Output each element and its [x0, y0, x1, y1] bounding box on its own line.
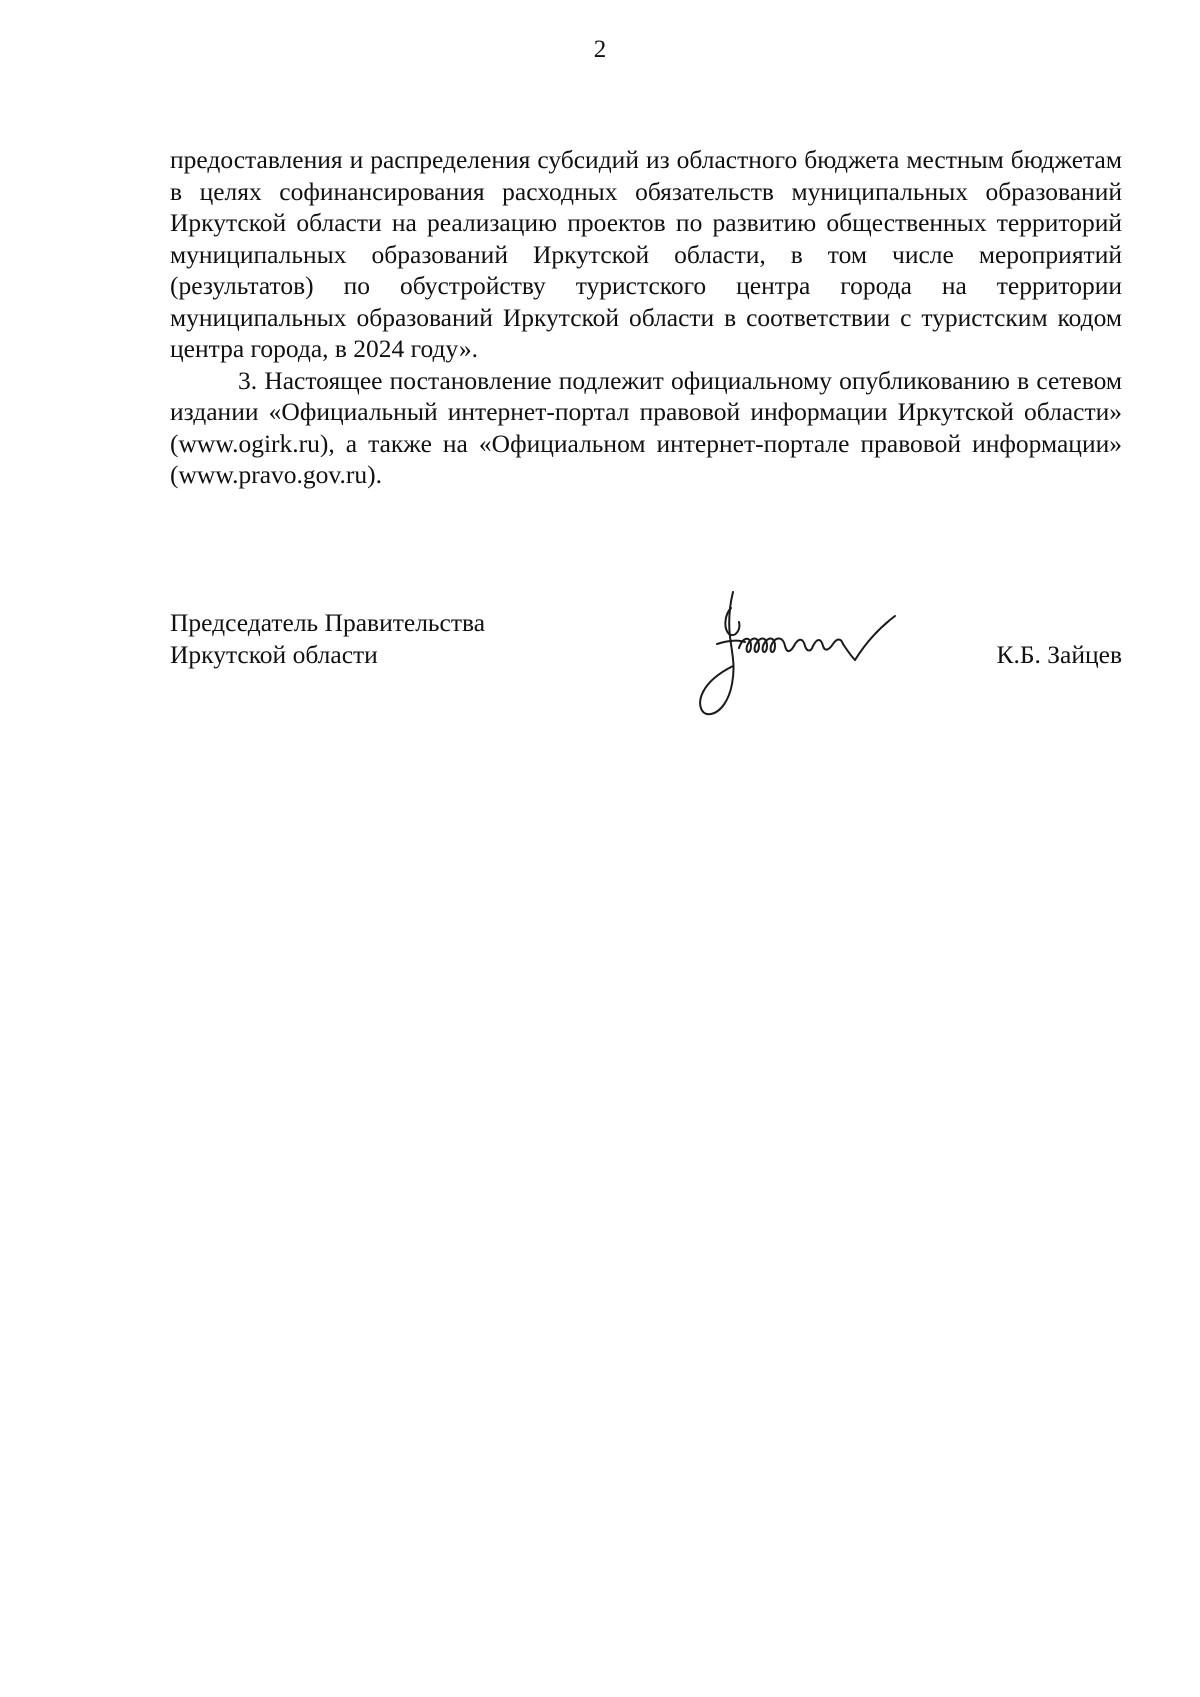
position-line-1: Председатель Правительства [170, 608, 486, 637]
signer-name: К.Б. Зайцев [996, 640, 1122, 669]
paragraph-continuation: предоставления и распределения субсидий из областного бюджета местным бюджетам в целях софинансирования расходных обязательств муниципальных образований Иркутской области на реализацию проектов по развитию общественных территорий муниципальных образований Иркутской области, в том числе мероприятий (результатов) по обустройству туристского центра города на территории муниципальных образований Иркутской области в соответствии с туристским кодом центра города, в 2024 году». [170, 145, 1122, 363]
handwritten-signature [695, 588, 935, 728]
document-body [170, 144, 1122, 491]
position-line-2: Иркутской области [170, 640, 378, 669]
signatory-position [170, 607, 485, 671]
paragraph-item-3: 3. Настоящее постановление подлежит официальному опубликованию в сетевом издании «Официальный интернет-портал правовой информации Иркутской области» (www.ogirk.ru), а также на «Официальном интернет-портале правовой информации» (www.pravo.gov.ru). [170, 365, 1122, 489]
page-number: 2 [593, 36, 607, 63]
